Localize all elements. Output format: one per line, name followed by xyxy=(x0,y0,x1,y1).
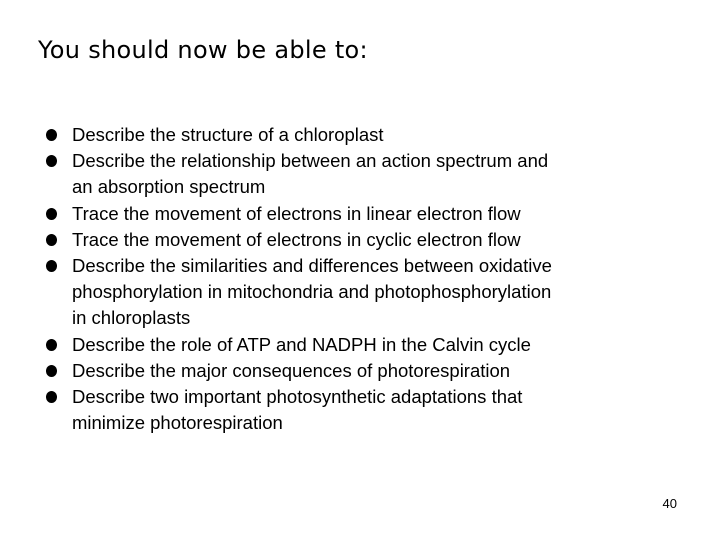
bullet-dot-icon xyxy=(46,339,57,351)
bullet-dot-icon xyxy=(46,391,57,403)
list-item xyxy=(46,358,666,384)
list-item-text: Describe the relationship between an action spectrum and an absorption spectrum xyxy=(72,150,549,198)
list-item-text: Describe the structure of a chloroplast xyxy=(72,124,384,145)
list-item-text: Trace the movement of electrons in cyclic electron flow xyxy=(72,228,521,250)
list-item xyxy=(46,253,666,332)
list-item xyxy=(46,148,666,200)
list-item-text: Describe the similarities and differences between oxidative phosphorylation in mitochondria and photophosphorylation in chloroplasts xyxy=(72,255,552,329)
slide-title: You should now be able to: xyxy=(38,36,368,64)
bullet-dot-icon xyxy=(46,260,57,272)
list-item-text: Describe the major consequences of photorespiration xyxy=(72,359,511,381)
page-number: 40 xyxy=(662,496,677,511)
list-item-text: Trace the movement of electrons in linear electron flow xyxy=(72,202,521,224)
list-item-text: Describe the role of ATP and NADPH in the Calvin cycle xyxy=(72,333,531,355)
list-item xyxy=(46,122,666,148)
list-item xyxy=(46,227,666,253)
list-item xyxy=(46,332,666,358)
objectives-list xyxy=(46,122,666,436)
bullet-dot-icon xyxy=(46,155,57,167)
list-item xyxy=(46,201,666,227)
list-item xyxy=(46,384,666,436)
bullet-dot-icon xyxy=(46,129,57,141)
bullet-dot-icon xyxy=(46,234,57,246)
bullet-dot-icon xyxy=(46,208,57,220)
bullet-dot-icon xyxy=(46,365,57,377)
list-item-text: Describe two important photosynthetic adaptations that minimize photorespiration xyxy=(72,386,523,434)
